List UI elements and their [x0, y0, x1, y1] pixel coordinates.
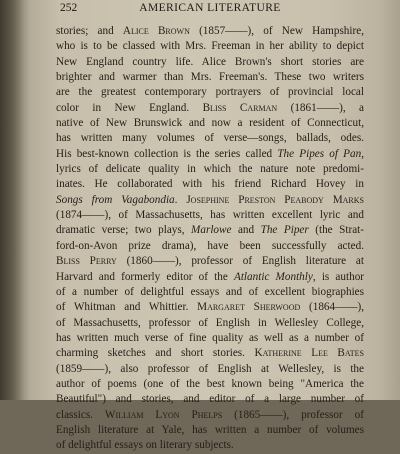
text-segment: dramatic verse; two plays, [56, 224, 192, 237]
text-segment: New England country life. Alice Brown's short stories are [56, 55, 364, 68]
text-segment: lyrics of delicate quality in which the nature note predomi- [56, 163, 364, 176]
text-segment: stories; and [56, 25, 123, 37]
text-line [56, 331, 364, 346]
page-header [60, 2, 360, 18]
text-segment: (1874——), of Massachusetts, has written excellent lyric and [56, 209, 364, 222]
author-name: Bliss Carman [202, 101, 278, 114]
text-segment: inates. He collaborated with his friend Richard Hovey in [56, 178, 364, 191]
text-segment: of Massachusetts, professor of English in Wellesley College, [56, 316, 364, 329]
author-name: Margaret Sherwood [197, 301, 301, 314]
author-name: Alice Brown [122, 25, 190, 37]
text-segment: (1861——), a [277, 101, 364, 114]
text-segment: charming sketches and short stories. [56, 347, 255, 360]
text-segment: His best-known collection is the series called [56, 147, 278, 160]
text-line [56, 223, 364, 238]
text-segment: (1857——), of New Hampshire, [189, 25, 364, 37]
text-line [56, 300, 364, 315]
text-segment: (1859——), also professor of English at Wellesley, is the [56, 362, 364, 375]
text-line [56, 162, 364, 177]
text-line [56, 131, 364, 146]
text-line [56, 193, 364, 208]
text-segment: who is to be classed with Mrs. Freeman in her ability to depict [56, 40, 364, 53]
text-line [56, 377, 364, 392]
text-line [56, 285, 364, 300]
text-segment: of delightful essays on literary subjects. [56, 439, 234, 452]
text-line [56, 423, 364, 438]
text-line [56, 362, 364, 377]
running-head: AMERICAN LITERATURE [139, 2, 281, 14]
text-segment: and [231, 224, 261, 237]
page-number: 252 [60, 2, 78, 14]
text-segment: brighter and warmer than Mrs. Freeman's. These two writers [56, 71, 364, 84]
text-segment: has written much verse of fine quality as well as a number of [56, 331, 364, 344]
author-name: Katherine Lee Bates [254, 347, 364, 360]
text-segment: native of New Brunswick and now a resident of Connecticut, [56, 117, 364, 130]
text-segment: Beautiful") and stories, and editor of a large number of [56, 393, 364, 406]
text-segment: of a number of delightful essays and of excellent biographies [56, 285, 364, 298]
text-line [56, 270, 364, 285]
text-line [56, 392, 364, 407]
text-line [56, 85, 364, 100]
text-segment: (1865——), professor of [222, 408, 364, 421]
text-segment: (the Strat- [308, 224, 364, 237]
text-line [56, 346, 364, 361]
work-title: Songs from Vagabondia [56, 193, 175, 206]
text-line [56, 101, 364, 116]
text-segment: ford-on-Avon prize drama), have been successfully acted. [56, 239, 364, 252]
work-title: The Piper [260, 224, 309, 237]
text-line [56, 116, 364, 131]
text-segment: classics. [56, 408, 105, 421]
text-line [56, 147, 364, 162]
text-segment: , is author [312, 270, 365, 283]
text-line [56, 408, 364, 423]
text-line [56, 438, 364, 453]
text-line [56, 254, 364, 269]
text-line [56, 70, 364, 85]
text-segment: are the greatest contemporary portrayers of provincial local [56, 86, 364, 99]
text-segment: , [361, 147, 364, 160]
author-name: Bliss Perry [56, 255, 117, 268]
text-segment: of Whitman and Whittier. [56, 301, 198, 314]
author-name: William Lyon Phelps [104, 408, 223, 421]
text-segment: has written many volumes of verse—songs, ballads, odes. [56, 132, 364, 145]
text-line [56, 55, 364, 70]
text-line [56, 239, 364, 254]
text-line [56, 316, 364, 331]
text-segment: (1864——), [300, 301, 365, 314]
text-line [56, 39, 364, 54]
text-segment: author of poems (one of the best known being "America the [56, 377, 364, 390]
text-segment: English literature at Yale, has written a number of volumes [56, 423, 364, 436]
text-segment: Harvard and formerly editor of the [56, 270, 234, 283]
text-line [56, 177, 364, 192]
body-text [56, 24, 364, 454]
text-line [56, 24, 364, 39]
work-title: Atlantic Monthly [233, 270, 313, 283]
work-title: The Pipes of Pan [277, 147, 362, 160]
text-segment: (1860——), professor of English literature at [116, 255, 364, 268]
text-segment: . [174, 193, 187, 206]
work-title: Marlowe [191, 224, 232, 237]
binding-shadow [0, 0, 24, 400]
author-name: Josephine Preston Peabody Marks [186, 193, 364, 206]
text-line [56, 208, 364, 223]
text-segment: color in New England. [56, 101, 203, 114]
